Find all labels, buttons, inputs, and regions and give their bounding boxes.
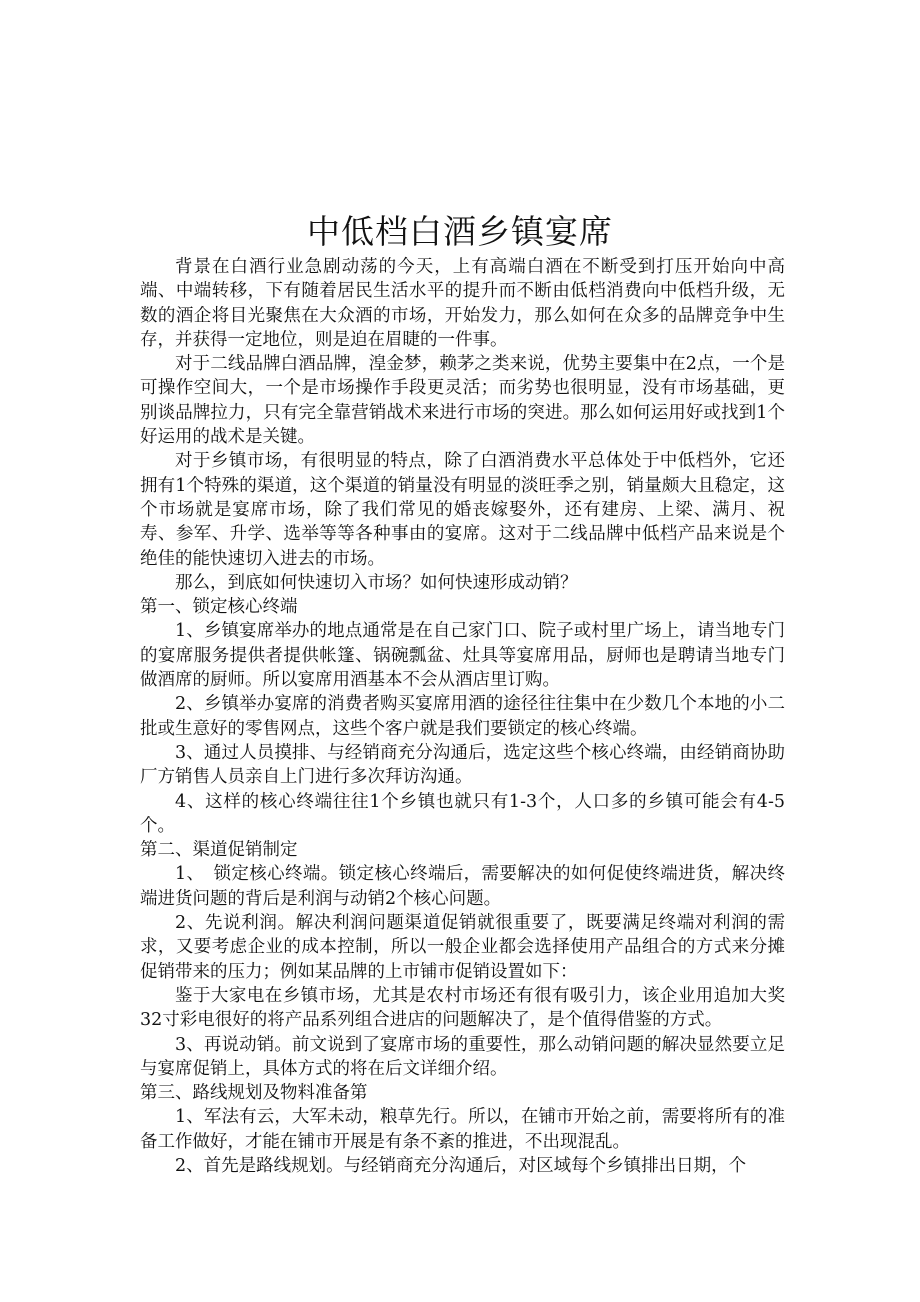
paragraph: 2、先说利润。解决利润问题渠道促销就很重要了，既要满足终端对利润的需求，又要考虑企业的成本控制，所以一般企业都会选择使用产品组合的方式来分摊促销带来的压力；例如某品牌的上市铺市促销设置如下： [140, 913, 785, 982]
paragraph: 1、军法有云，大军未动，粮草先行。所以，在铺市开始之前，需要将所有的准备工作做好，才能在铺市开展是有条不紊的推进，不出现混乱。 [140, 1107, 785, 1152]
paragraph: 1、乡镇宴席举办的地点通常是在自己家门口、院子或村里广场上，请当地专门的宴席服务提供者提供帐篷、锅碗瓢盆、灶具等宴席用品，厨师也是聘请当地专门做酒席的厨师。所以宴席用酒基本不会从酒店里订购。 [140, 621, 785, 691]
section-heading: 第一、锁定核心终端 [140, 597, 298, 618]
document-title: 中低档白酒乡镇宴席 [307, 212, 613, 251]
section-heading: 第三、路线规划及物料准备第 [140, 1083, 368, 1104]
paragraph: 3、通过人员摸排、与经销商充分沟通后，选定这些个核心终端，由经销商协助厂方销售人员亲自上门进行多次拜访沟通。 [140, 742, 785, 788]
paragraph: 2、乡镇举办宴席的消费者购买宴席用酒的途径往往集中在少数几个本地的小二批或生意好的零售网点，这些个客户就是我们要锁定的核心终端。 [140, 694, 785, 739]
paragraph: 鉴于大家电在乡镇市场，尤其是农村市场还有很有吸引力，该企业用追加大奖32寸彩电很好的将产品系列组合进店的问题解决了，是个值得借鉴的方式。 [140, 985, 785, 1031]
paragraph: 那么，到底如何快速切入市场？如何快速形成动销？ [175, 572, 578, 593]
document-body [140, 255, 785, 1178]
paragraph: 2、首先是路线规划。与经销商充分沟通后，对区域每个乡镇排出日期，个 [175, 1155, 747, 1176]
paragraph: 对于二线品牌白酒品牌，湟金梦，赖茅之类来说，优势主要集中在2点，一个是可操作空间大，一个是市场操作手段更灵活；而劣势也很明显，没有市场基础，更别谈品牌拉力，只有完全靠营销战术来进行市场的突进。那么如何运用好或找到1个好运用的战术是关键。 [140, 354, 785, 448]
paragraph: 对于乡镇市场，有很明显的特点，除了白酒消费水平总体处于中低档外，它还拥有1个特殊的渠道，这个渠道的销量没有明显的淡旺季之别，销量颇大且稳定，这个市场就是宴席市场，除了我们常见的婚丧嫁娶外，还有建房、上梁、满月、祝寿、参军、升学、选举等等各种事由的宴席。这对于二线品牌中低档产品来说是个绝佳的能快速切入进去的市场。 [140, 451, 785, 569]
paragraph: 1、 锁定核心终端。锁定核心终端后，需要解决的如何促使终端进货，解决终端进货问题的背后是利润与动销2个核心问题。 [140, 864, 785, 909]
section-heading: 第二、渠道促销制定 [140, 840, 298, 861]
paragraph: 背景在白酒行业急剧动荡的今天，上有高端白酒在不断受到打压开始向中高端、中端转移，下有随着居民生活水平的提升而不断由低档消费向中低档升级，无数的酒企将目光聚焦在大众酒的市场，开始发力，那么如何在众多的品牌竞争中生存，并获得一定地位，则是迫在眉睫的一件事。 [140, 257, 785, 350]
paragraph: 3、再说动销。前文说到了宴席市场的重要性，那么动销问题的解决显然要立足与宴席促销上，具体方式的将在后文详细介绍。 [140, 1034, 785, 1079]
paragraph: 4、这样的核心终端往往1个乡镇也就只有1-3个，人口多的乡镇可能会有4-5个。 [140, 791, 785, 836]
